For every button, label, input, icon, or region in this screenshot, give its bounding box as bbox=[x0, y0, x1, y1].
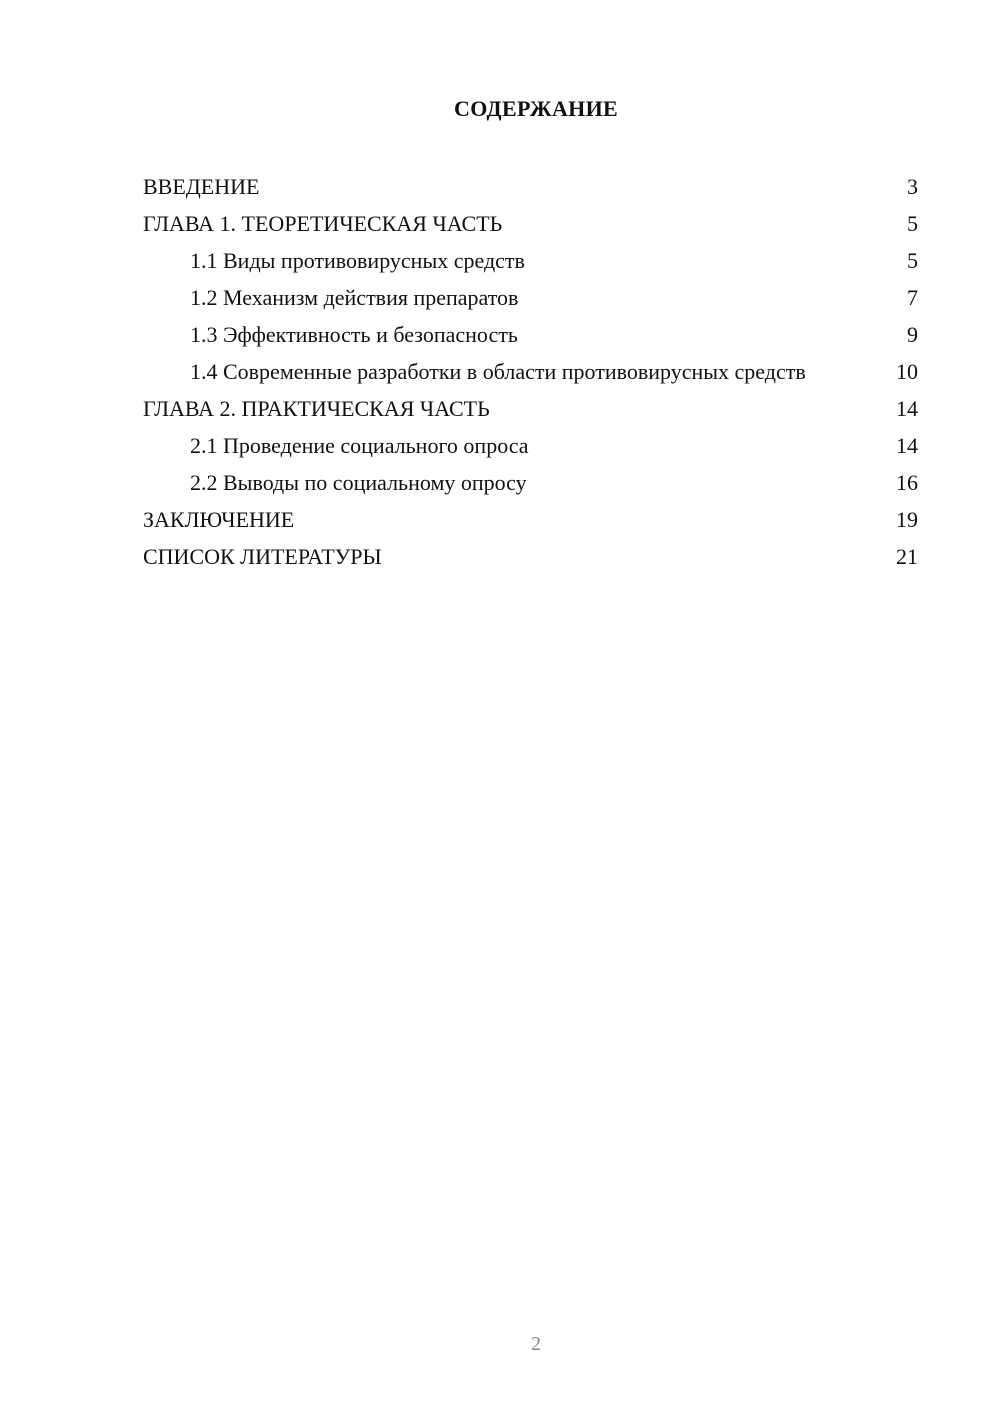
toc-entry-introduction bbox=[143, 168, 918, 205]
toc-entry-section-2-1 bbox=[143, 427, 918, 464]
toc-entry-page: 21 bbox=[896, 544, 918, 569]
toc-title: СОДЕРЖАНИЕ bbox=[454, 96, 618, 121]
toc-entry-section-1-3 bbox=[143, 316, 918, 353]
toc-entry-label: ГЛАВА 1. ТЕОРЕТИЧЕСКАЯ ЧАСТЬ bbox=[143, 211, 503, 236]
toc-entry-section-2-2 bbox=[143, 464, 918, 501]
table-of-contents bbox=[143, 168, 918, 575]
toc-entry-page: 5 bbox=[907, 248, 918, 273]
toc-entry-label: ГЛАВА 2. ПРАКТИЧЕСКАЯ ЧАСТЬ bbox=[143, 396, 490, 421]
toc-entry-chapter-1 bbox=[143, 205, 918, 242]
toc-entry-page: 19 bbox=[896, 507, 918, 532]
toc-entry-page: 5 bbox=[907, 211, 918, 236]
toc-entry-label: СПИСОК ЛИТЕРАТУРЫ bbox=[143, 544, 382, 569]
toc-entry-label: 1.1 Виды противовирусных средств bbox=[190, 248, 525, 273]
toc-entry-label: ЗАКЛЮЧЕНИЕ bbox=[143, 507, 295, 532]
toc-entry-page: 9 bbox=[907, 322, 918, 347]
toc-entry-conclusion bbox=[143, 501, 918, 538]
page-number: 2 bbox=[531, 1333, 541, 1355]
toc-entry-label: 1.2 Механизм действия препаратов bbox=[190, 285, 519, 310]
toc-entry-section-1-4 bbox=[143, 353, 918, 390]
toc-entry-label: ВВЕДЕНИЕ bbox=[143, 174, 260, 199]
toc-entry-page: 14 bbox=[896, 396, 918, 421]
toc-entry-page: 14 bbox=[896, 433, 918, 458]
toc-entry-section-1-1 bbox=[143, 242, 918, 279]
toc-entry-label: 1.3 Эффективность и безопасность bbox=[190, 322, 518, 347]
toc-entry-page: 7 bbox=[907, 285, 918, 310]
toc-entry-references bbox=[143, 538, 918, 575]
toc-entry-label: 2.2 Выводы по социальному опросу bbox=[190, 470, 527, 495]
toc-entry-page: 3 bbox=[907, 174, 918, 199]
toc-entry-chapter-2 bbox=[143, 390, 918, 427]
toc-entry-page: 10 bbox=[896, 359, 918, 384]
toc-entry-section-1-2 bbox=[143, 279, 918, 316]
toc-entry-label: 2.1 Проведение социального опроса bbox=[190, 433, 529, 458]
toc-entry-page: 16 bbox=[896, 470, 918, 495]
toc-entry-label: 1.4 Современные разработки в области противовирусных средств bbox=[190, 359, 806, 384]
